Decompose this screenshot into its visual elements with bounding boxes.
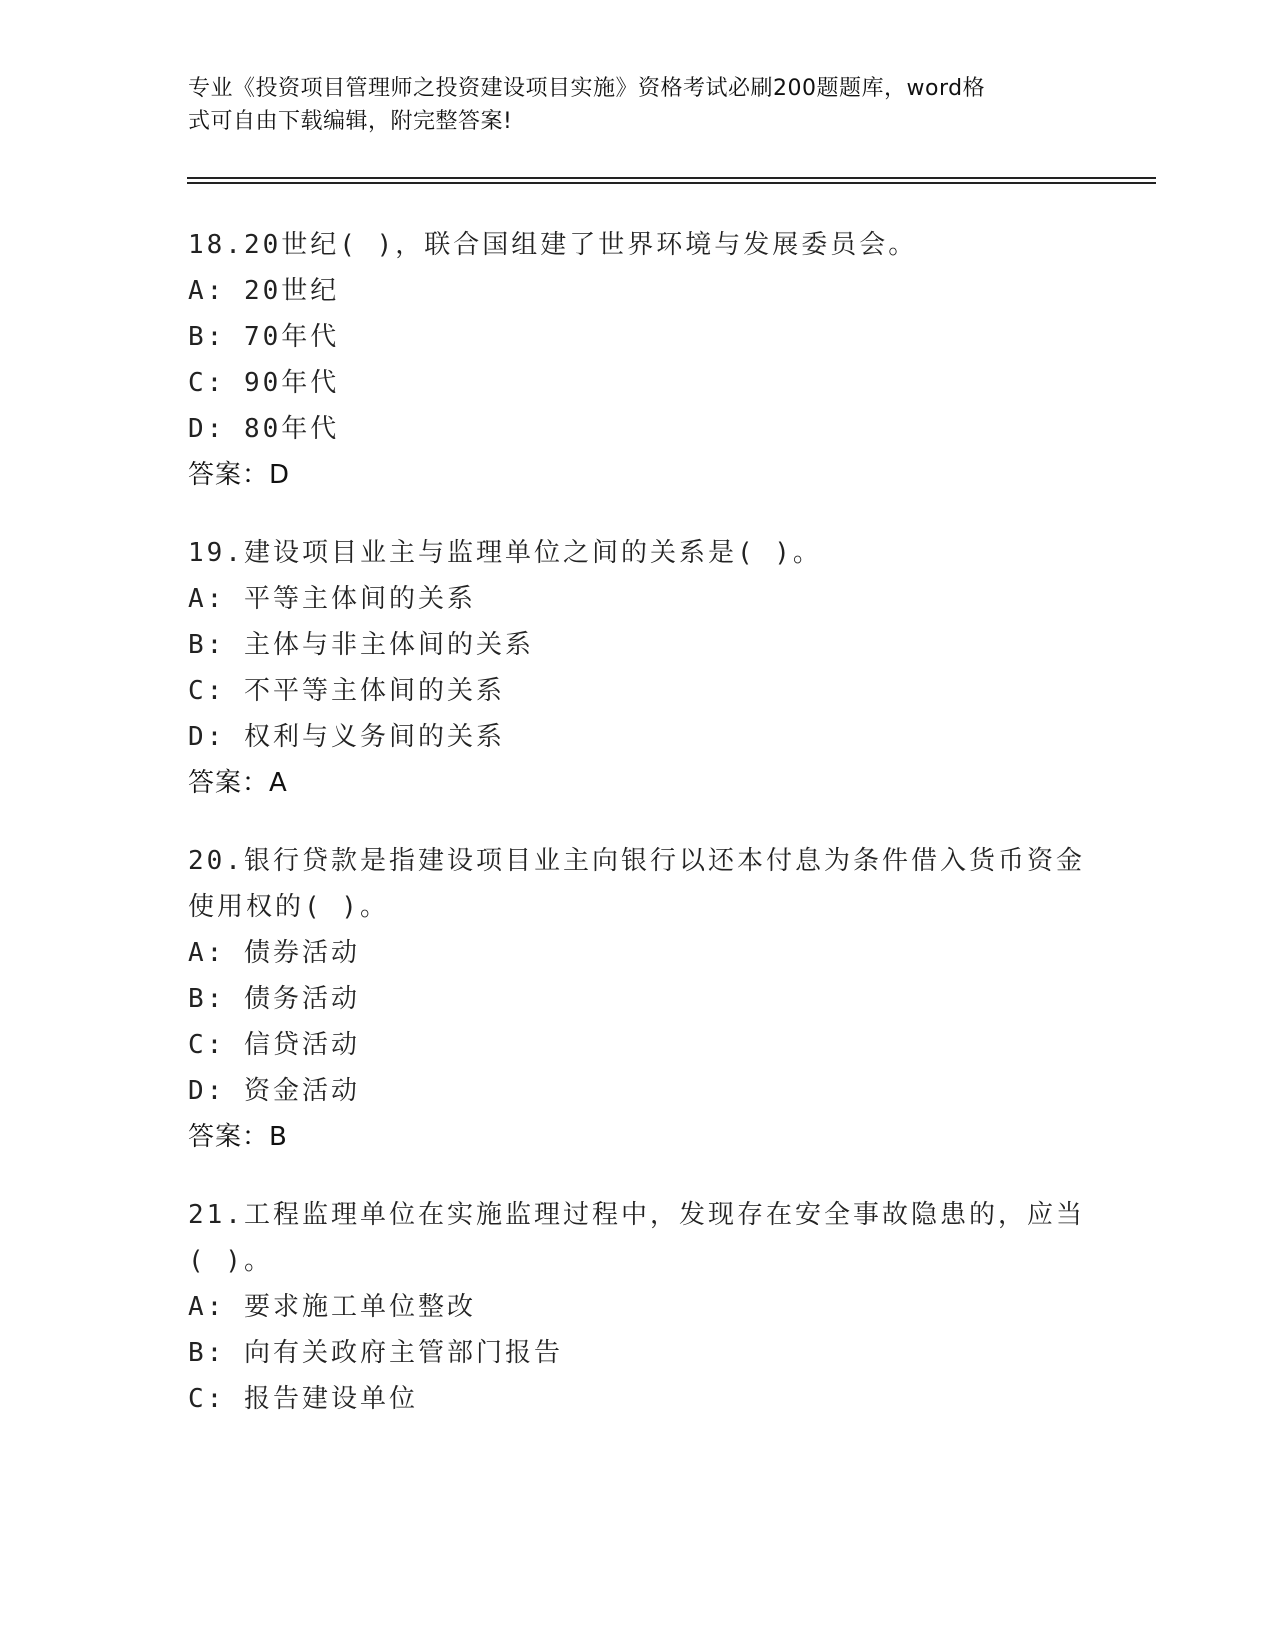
question-20 <box>188 838 1088 1160</box>
header-divider-bottom <box>187 182 1156 184</box>
question-21 <box>188 1192 1088 1422</box>
header-line-2: 式可自由下载编辑，附完整答案! <box>188 109 513 134</box>
option-c: C: 90年代 <box>188 368 340 398</box>
question-stem-line-2: ( )。 <box>188 1246 273 1276</box>
option-d: D: 80年代 <box>188 414 340 444</box>
option-a: A: 要求施工单位整改 <box>188 1292 476 1322</box>
question-stem-line-1: 20.银行贷款是指建设项目业主向银行以还本付息为条件借入货币资金 <box>188 846 1085 876</box>
document-header <box>188 72 1088 138</box>
option-a: A: 债券活动 <box>188 938 360 968</box>
question-19 <box>188 530 1088 806</box>
answer-line: 答案：D <box>188 460 291 490</box>
option-b: B: 70年代 <box>188 322 340 352</box>
option-a: A: 20世纪 <box>188 276 340 306</box>
option-c: C: 报告建设单位 <box>188 1384 418 1414</box>
option-b: B: 向有关政府主管部门报告 <box>188 1338 563 1368</box>
option-b: B: 主体与非主体间的关系 <box>188 630 534 660</box>
question-stem: 18.20世纪( )，联合国组建了世界环境与发展委员会。 <box>188 230 918 260</box>
question-stem-line-1: 21.工程监理单位在实施监理过程中，发现存在安全事故隐患的，应当 <box>188 1200 1085 1230</box>
question-18 <box>188 222 1088 498</box>
header-divider-top <box>187 177 1156 179</box>
question-stem-line-2: 使用权的( )。 <box>188 892 389 922</box>
answer-line: 答案：B <box>188 1122 288 1152</box>
option-d: D: 权利与义务间的关系 <box>188 722 505 752</box>
answer-line: 答案：A <box>188 768 288 798</box>
option-d: D: 资金活动 <box>188 1076 360 1106</box>
header-line-1: 专业《投资项目管理师之投资建设项目实施》资格考试必刷200题题库，word格 <box>188 76 986 101</box>
question-stem: 19.建设项目业主与监理单位之间的关系是( )。 <box>188 538 822 568</box>
option-b: B: 债务活动 <box>188 984 360 1014</box>
option-c: C: 信贷活动 <box>188 1030 360 1060</box>
option-a: A: 平等主体间的关系 <box>188 584 476 614</box>
option-c: C: 不平等主体间的关系 <box>188 676 505 706</box>
